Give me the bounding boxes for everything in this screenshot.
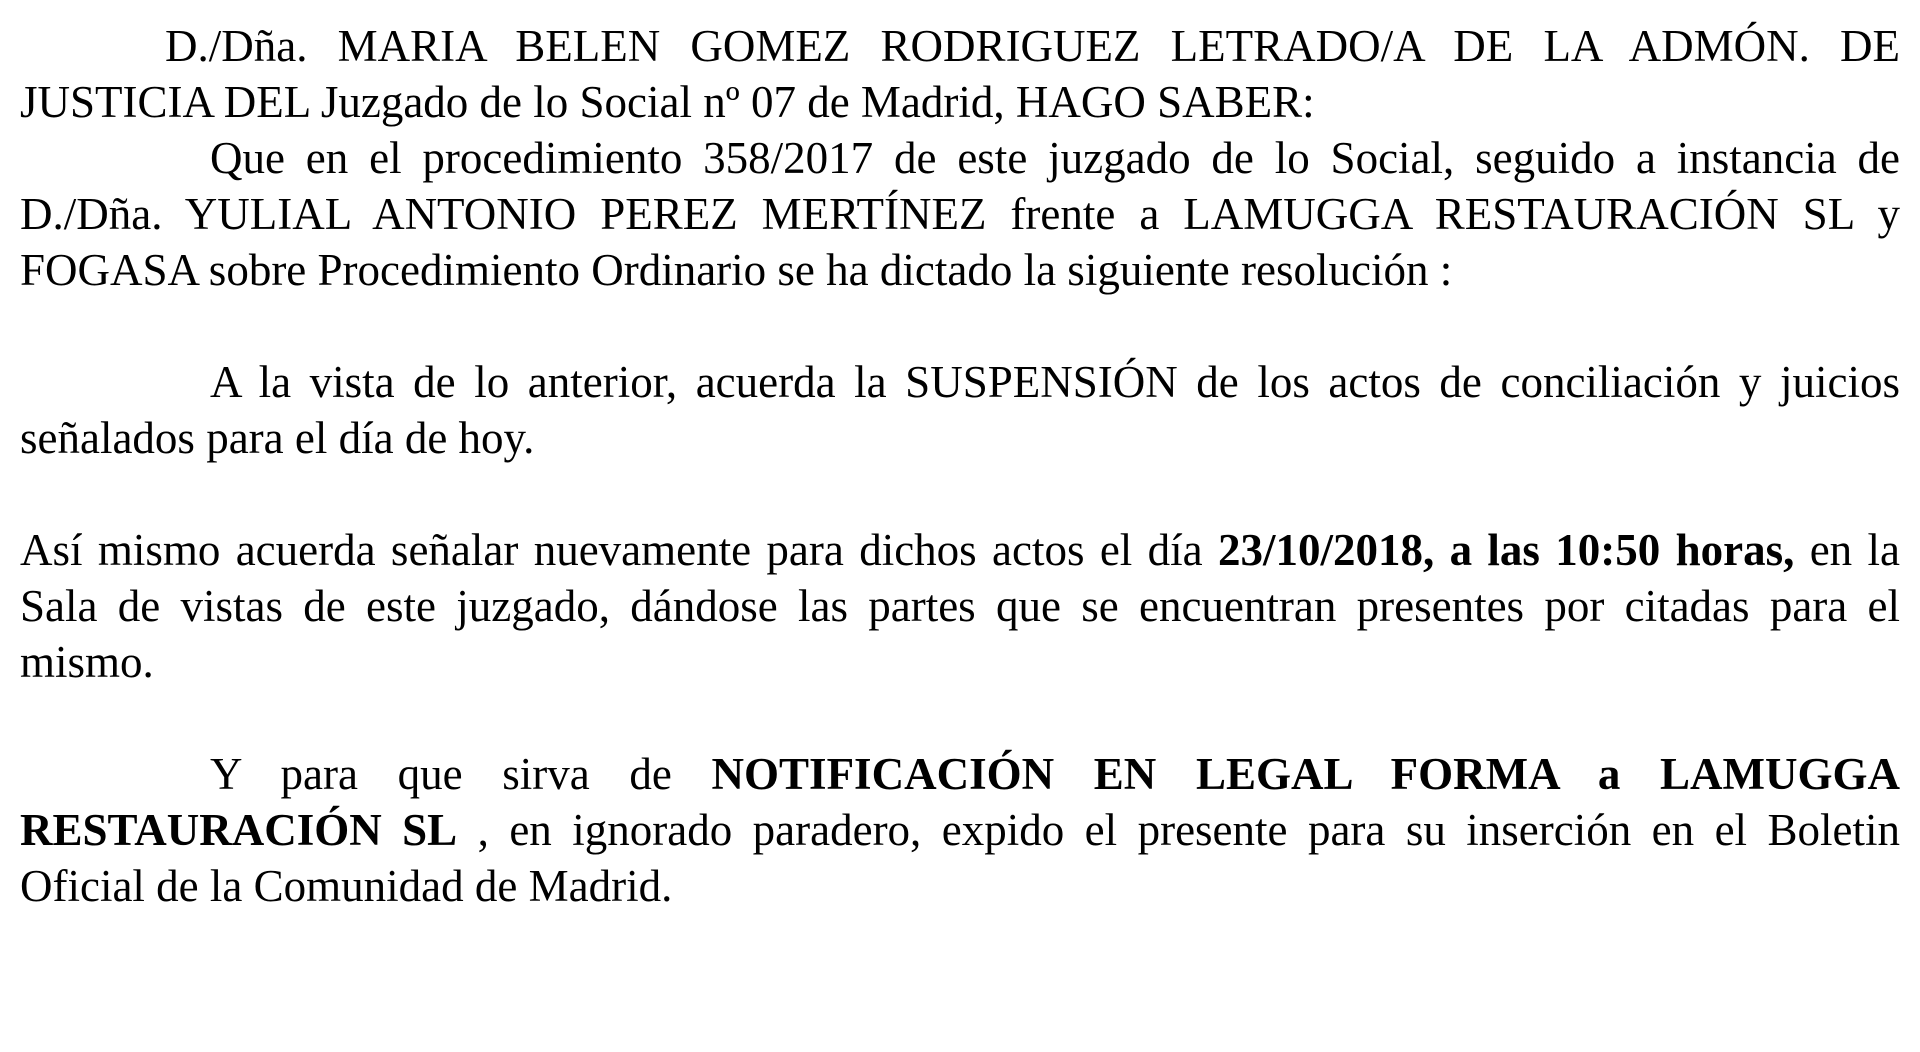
- document-body: [20, 18, 1900, 914]
- hearing-date-time: 23/10/2018, a las 10:50 horas,: [1217, 525, 1795, 575]
- new-date-text-2: en la Sala de vistas de este juzgado, dándose las partes que se encuentran presentes por citadas para el mismo.: [20, 525, 1900, 687]
- paragraph-notification: [20, 746, 1900, 914]
- new-date-text-1: Así mismo acuerda señalar nuevamente para dichos actos el día: [20, 525, 1218, 575]
- paragraph-suspension: [20, 354, 1900, 466]
- notification-recipient: NOTIFICACIÓN EN LEGAL FORMA a LAMUGGA RESTAURACIÓN SL: [20, 749, 1900, 855]
- spacer: [20, 298, 1900, 354]
- heading-text: D./Dña. MARIA BELEN GOMEZ RODRIGUEZ LETRADO/A DE LA ADMÓN. DE JUSTICIA DEL Juzgado de lo Social nº 07 de Madrid, HAGO SABER:: [20, 21, 1900, 127]
- spacer: [20, 466, 1900, 522]
- suspension-text: A la vista de lo anterior, acuerda la SUSPENSIÓN de los actos de conciliación y juicios señalados para el día de hoy.: [20, 357, 1900, 463]
- paragraph-new-date: [20, 522, 1900, 690]
- notification-text-2: , en ignorado paradero, expido el presente para su inserción en el Boletin Oficial de la Comunidad de Madrid.: [20, 805, 1900, 911]
- procedure-text: Que en el procedimiento 358/2017 de este juzgado de lo Social, seguido a instancia de D./Dña. YULIAL ANTONIO PEREZ MERTÍNEZ frente a LAMUGGA RESTAURACIÓN SL y FOGASA sobre Procedimiento Ordinario se ha dictado la siguiente resolución :: [20, 133, 1900, 295]
- paragraph-heading: [20, 18, 1900, 130]
- notification-text-1: Y para que sirva de: [210, 749, 712, 799]
- spacer: [20, 690, 1900, 746]
- paragraph-procedure: [20, 130, 1900, 298]
